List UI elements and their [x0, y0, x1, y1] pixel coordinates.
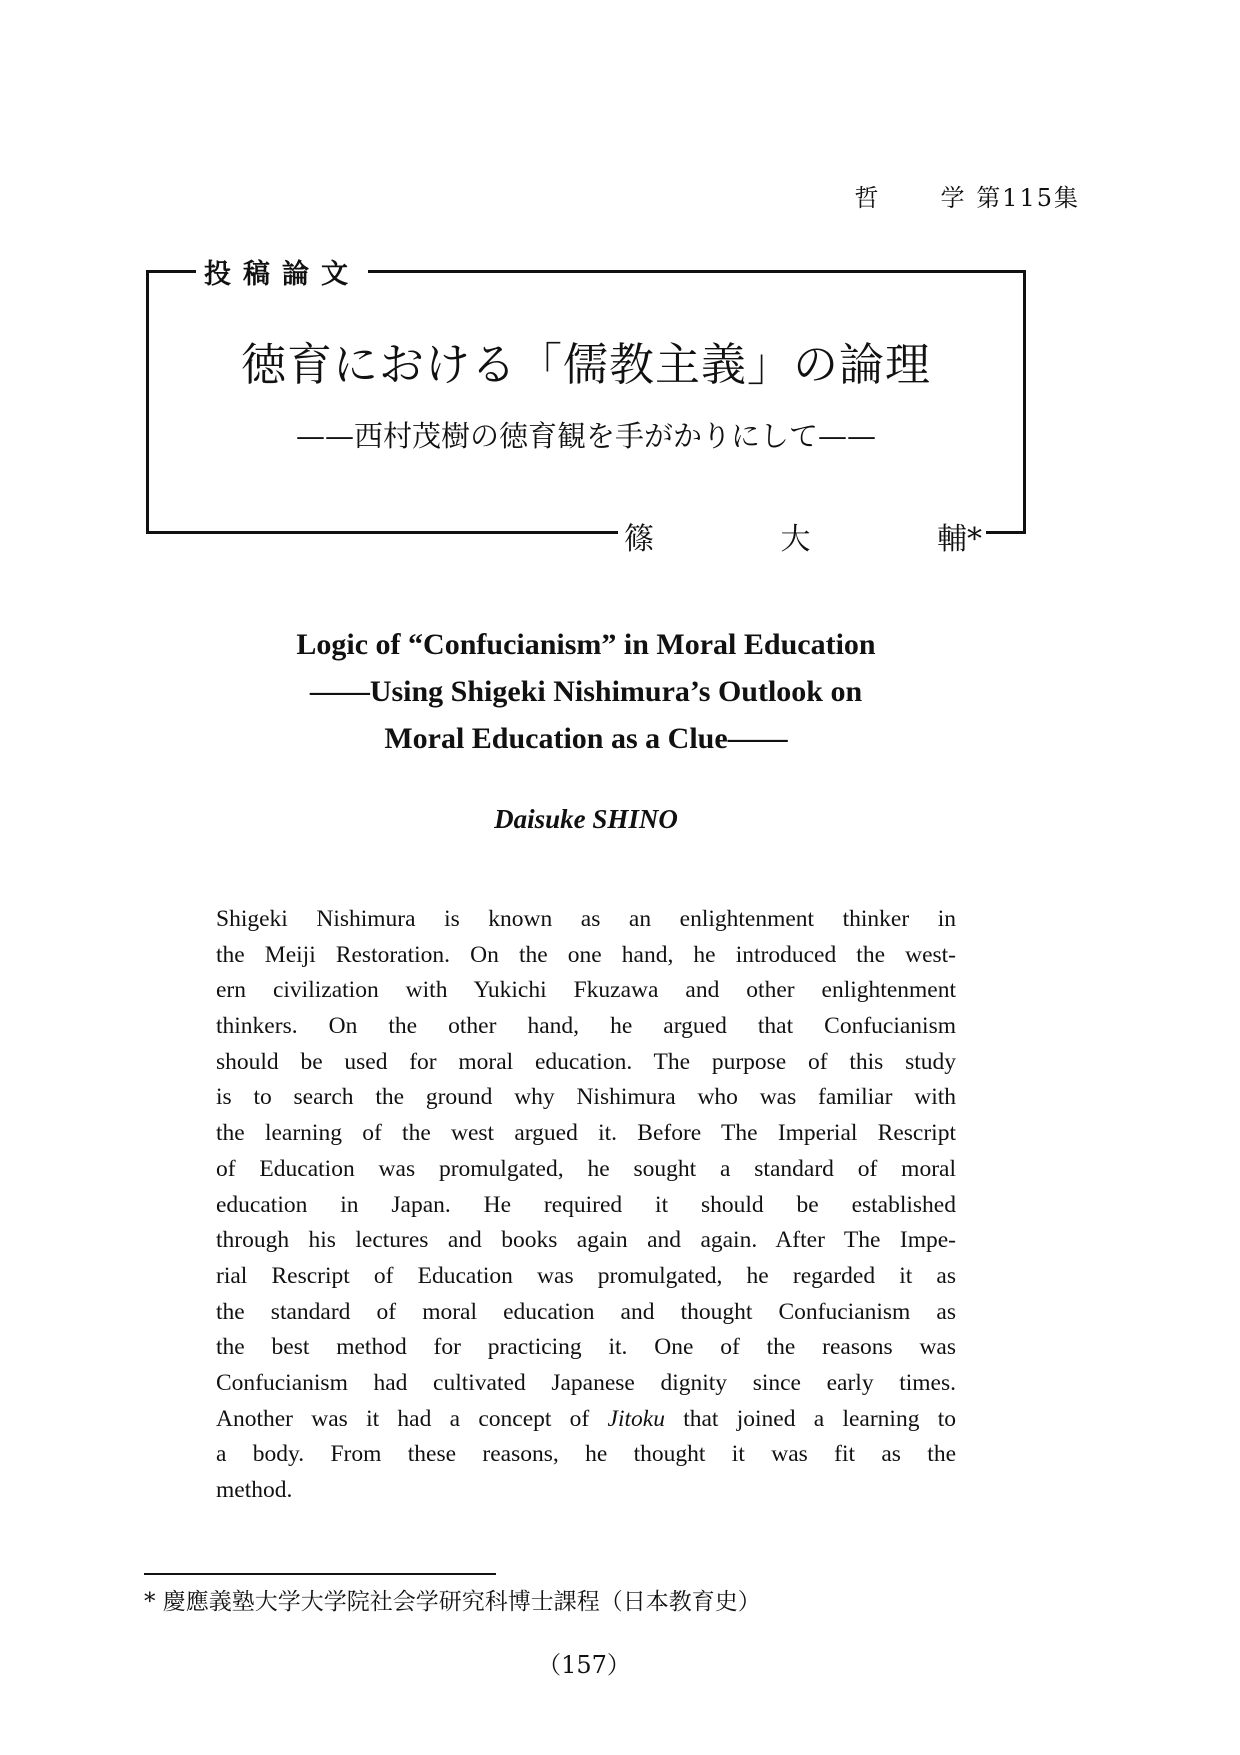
- author-char: 輔*: [937, 522, 982, 557]
- abstract-line: the learning of the west argued it. Before The Imperial Rescript: [216, 1120, 956, 1147]
- italic-term: Jitoku: [607, 1405, 665, 1432]
- abstract-line: should be used for moral education. The purpose of this study: [216, 1048, 956, 1075]
- title-en-line: Moral Education as a Clue——: [384, 722, 788, 755]
- abstract-line: Confucianism had cultivated Japanese dignity since early times.: [216, 1369, 956, 1396]
- subtitle-jp: ——西村茂樹の徳育観を手がかりにして——: [295, 419, 876, 453]
- page-number: （157）: [537, 1651, 631, 1679]
- abstract-line: education in Japan. He required it should be established: [216, 1191, 956, 1218]
- abstract-line: a body. From these reasons, he thought it was fit as the: [216, 1441, 956, 1468]
- author-en: Daisuke SHINO: [494, 804, 678, 834]
- article-type: 投稿論文: [196, 252, 368, 291]
- footnote: * 慶應義塾大学大学院社会学研究科博士課程（日本教育史）: [144, 1589, 761, 1615]
- abstract-line: of Education was promulgated, he sought a standard of moral: [216, 1155, 956, 1182]
- abstract-line: the best method for practicing it. One of the reasons was: [216, 1334, 956, 1361]
- abstract-line: rial Rescript of Education was promulgated, he regarded it as: [216, 1262, 956, 1289]
- author-char: 大: [780, 522, 811, 557]
- abstract-line: thinkers. On the other hand, he argued that Confucianism: [216, 1013, 956, 1040]
- journal-volume: 第115集: [976, 184, 1080, 212]
- abstract-line: the standard of moral education and thought Confucianism as: [216, 1298, 956, 1325]
- author-jp: [620, 514, 986, 558]
- abstract-line: Another was it had a concept of Jitoku that joined a learning to: [216, 1405, 956, 1432]
- abstract-line: Shigeki Nishimura is known as an enlightenment thinker in: [216, 906, 956, 932]
- abstract-line: is to search the ground why Nishimura who was familiar with: [216, 1084, 956, 1111]
- footnote-rule: [144, 1573, 496, 1575]
- title-en-line: ——Using Shigeki Nishimura’s Outlook on: [309, 675, 863, 708]
- abstract-line: through his lectures and books again and again. After The Impe-: [216, 1227, 956, 1254]
- title-frame: [146, 270, 1026, 533]
- abstract-line: ern civilization with Yukichi Fkuzawa and other enlightenment: [216, 977, 956, 1004]
- abstract-line: method.: [216, 1477, 293, 1503]
- abstract: [216, 902, 956, 1509]
- author-char: 篠: [624, 522, 654, 557]
- title-jp: 徳育における「儒教主義」の論理: [240, 338, 931, 391]
- abstract-line: the Meiji Restoration. On the one hand, he introduced the west-: [216, 941, 956, 968]
- journal-char: 哲: [854, 184, 881, 212]
- journal-header: [855, 178, 1080, 213]
- journal-char: 学: [940, 184, 967, 212]
- title-en-line: Logic of “Confucianism” in Moral Education: [296, 628, 876, 661]
